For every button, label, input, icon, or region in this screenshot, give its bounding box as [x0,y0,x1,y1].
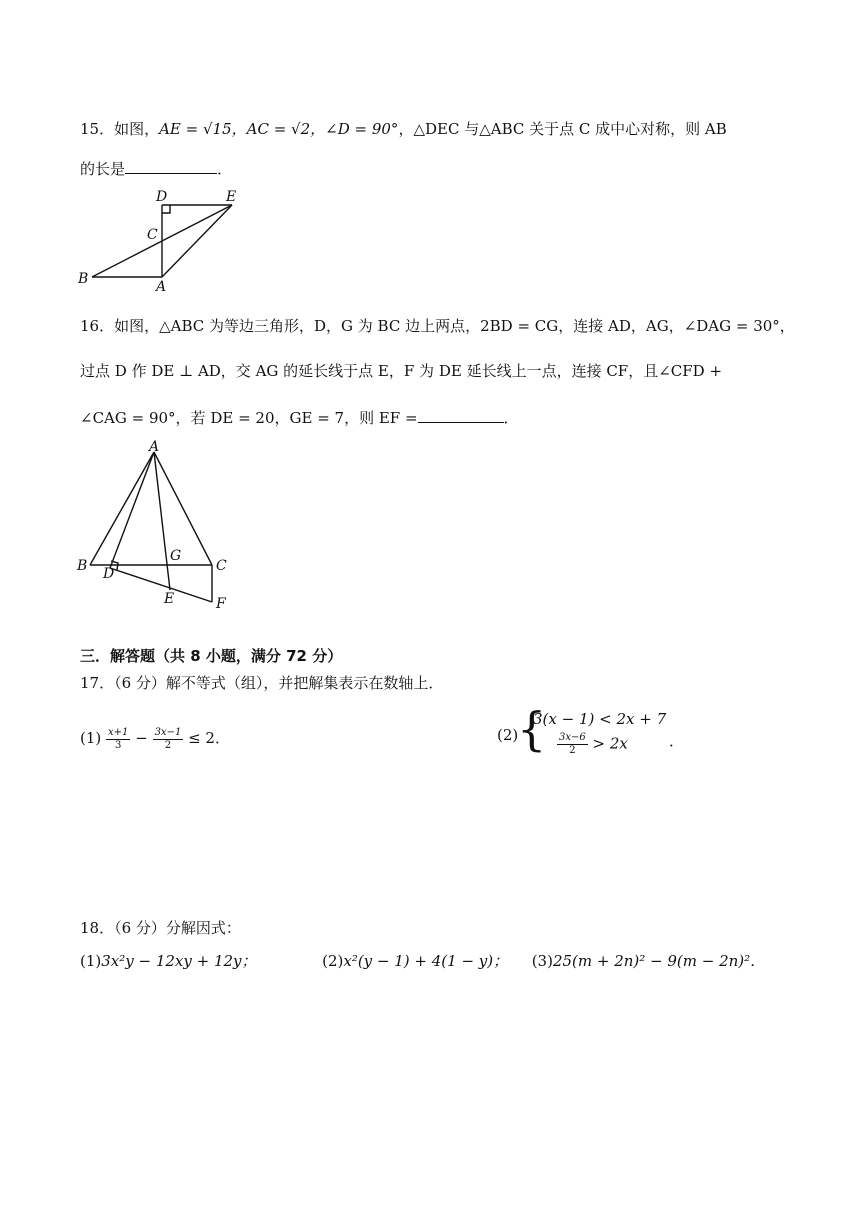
seg-ad [110,452,154,568]
q17-p1-tail: ≤ 2． [188,729,230,747]
q15-period: ． [217,160,233,178]
seg-ac [154,452,212,565]
q15-text-1: ，△DEC 与△ABC 关于点 C 成中心对称，则 AB [398,120,727,138]
q15-line-1 [80,118,727,140]
q17-p1-minus: − [135,729,148,747]
frac-denominator: 2 [569,745,576,756]
q18-parts [80,950,765,972]
frac-numerator: 3x−6 [559,732,586,743]
q18-p1: 3x²y − 12xy + 12y； [101,952,257,970]
seg-ab [90,452,154,565]
frac-denominator: 3 [115,739,122,751]
q18-p3-label: (3) [531,952,553,970]
q17-p2-label: (2) [497,726,519,744]
section-3-title: 三．解答题（共 8 小题，满分 72 分） [80,647,343,665]
q17-p2-row-2-tail: > 2x [592,734,628,753]
q18-header: 18．（6 分）分解因式： [80,919,241,937]
label-e: E [164,591,175,607]
seg-ae [162,205,232,277]
q15-math-1: AE = √15，AC = √2，∠D = 90° [159,120,399,138]
q15-answer-blank[interactable] [125,157,217,174]
q17-p2-end: ． [669,732,685,750]
q18-p2: x²(y − 1) + 4(1 − y)； [343,952,509,970]
q15-line-2 [80,157,232,180]
frac-denominator: 2 [164,739,172,751]
label-d: D [156,189,168,205]
q17-part-2 [497,702,697,764]
label-e: E [226,189,237,205]
label-g: G [170,548,182,564]
label-c: C [216,558,227,574]
q17-p1-frac-2 [153,727,184,752]
label-a: A [156,279,167,295]
q17-p2-row-1: 3(x − 1) < 2x + 7 [533,710,667,728]
frac-numerator: x+1 [108,726,129,738]
q15-text-2: 的长是 [80,160,126,178]
q16-line-3 [80,406,519,429]
label-c: C [147,227,158,243]
label-f: F [216,596,226,612]
q15-figure [70,185,270,295]
q17-p1-label: (1) [80,729,102,747]
right-angle-mark-d [162,205,170,213]
q17-p2-frac [557,732,588,757]
q17-p1-frac-1 [106,727,130,752]
q16-line-2: 过点 D 作 DE ⊥ AD，交 AG 的延长线于点 E，F 为 DE 延长线上一点，连接 CF，且∠CFD + [80,362,723,380]
seg-df [110,568,212,602]
seg-ae [154,452,170,590]
label-b: B [77,558,88,574]
q18-p2-label: (2) [322,952,344,970]
q16-answer-blank[interactable] [418,406,504,423]
q17-part-1 [80,723,230,753]
q18-p1-label: (1) [80,952,102,970]
label-b: B [78,271,89,287]
label-d: D [103,566,115,582]
q17-p2-row-2 [557,732,628,757]
frac-numerator: 3x−1 [154,726,182,738]
q16-text-3: ∠CAG = 90°，若 DE = 20，GE = 7，则 EF = [80,409,418,427]
q16-period: ． [503,409,519,427]
q16-line-1: 16．如图，△ABC 为等边三角形，D，G 为 BC 边上两点，2BD = CG，连接 AD，AG，∠DAG = 30°， [80,317,795,335]
q15-prefix: 15．如图， [80,120,160,138]
q17-p2-brace: { [517,702,547,756]
q18-p3: 25(m + 2n)² − 9(m − 2n)²． [552,952,766,970]
label-a: A [149,439,160,455]
q17-header: 17．（6 分）解不等式（组），并把解集表示在数轴上． [80,674,444,692]
q16-figure [70,440,250,615]
